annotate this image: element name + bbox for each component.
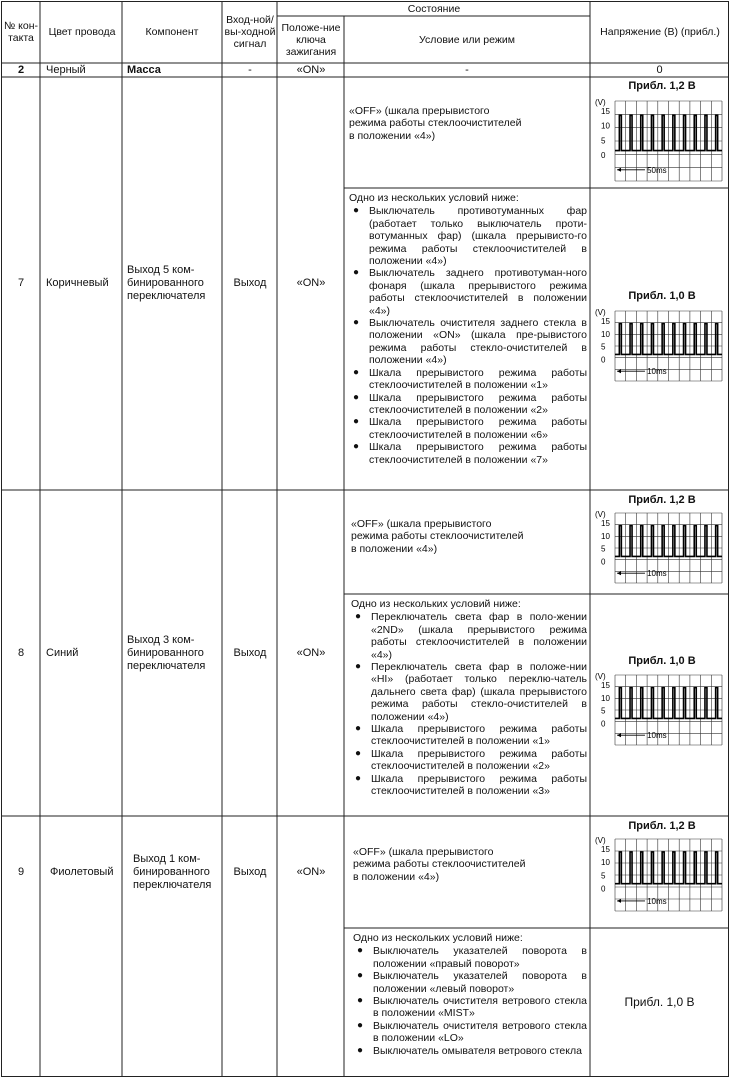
condition-lead: Одно из нескольких условий ниже:	[351, 598, 521, 610]
header-condition: Условие или режим	[419, 34, 515, 46]
osc-axis-tick: 0	[601, 557, 606, 567]
row-8-pin: 8	[17, 646, 25, 659]
row-8-condition-off: «OFF» (шкала прерывистого режима работы стеклоочистителей в положении «4»)	[351, 518, 524, 555]
condition-item: ● Шкала прерывистого режима работы стеклоочистителей в положении «1»	[349, 367, 587, 392]
row-9-ignition: «ON»	[296, 865, 326, 878]
osc-axis-tick: 15	[601, 107, 610, 116]
row-9-io-signal: Выход	[233, 865, 267, 878]
osc-axis-tick: 15	[601, 317, 610, 326]
row-9-component: Выход 1 ком-бинированного переключателя	[133, 852, 212, 891]
header-ignition-position: Положе-ние ключа зажигания	[281, 22, 341, 58]
condition-item: ● Шкала прерывистого режима работы стеклоочистителей в положении «2»	[351, 748, 587, 773]
osc-time-arrowhead	[617, 168, 621, 172]
row-7-component: Выход 5 ком-бинированного переключателя	[127, 264, 206, 302]
condition-item: ● Переключатель света фар в поло-жении «2ND» (шкала прерывистого режима работы стеклоочистителей в положении «4»)	[351, 611, 587, 661]
condition-item: ● Выключатель омывателя ветрового стекла	[353, 1045, 587, 1057]
header-state: Состояние	[407, 3, 461, 15]
row-8-voltage-on: Прибл. 1,0 В	[628, 655, 696, 667]
row-9-condition-list	[353, 932, 587, 1057]
row-7-condition-off: «OFF» (шкала прерывистого режима работы стеклоочистителей в положении «4»)	[349, 105, 522, 142]
row-9-voltage-off: Прибл. 1,2 В	[628, 820, 696, 832]
row-7-io-signal: Выход	[233, 277, 267, 289]
osc-time-label: 10ms	[647, 731, 667, 741]
row-9-voltage-on: Прибл. 1,0 В	[624, 994, 695, 1009]
oscilloscope-trace-7a	[593, 95, 726, 185]
row-2-pin: 2	[17, 63, 25, 76]
osc-axis-tick: 10	[601, 858, 610, 868]
osc-grid	[615, 839, 722, 911]
row-8-voltage-off: Прибл. 1,2 В	[628, 494, 696, 506]
condition-item: ● Выключатель противотуманных фар (работает только выключатель проти-вотуманных фар) (шкала прерывисто-го режима работы стеклоочистителей в положении «4»)	[349, 205, 587, 267]
osc-axis-tick: 10	[601, 329, 610, 339]
row-2-voltage: 0	[656, 63, 663, 76]
osc-axis-tick: 10	[601, 531, 610, 541]
osc-axis-unit: (V)	[595, 836, 606, 845]
row-2-io-signal: -	[248, 63, 252, 76]
osc-grid	[615, 513, 722, 583]
osc-axis-unit: (V)	[595, 308, 606, 317]
row-7-pin: 7	[17, 277, 25, 289]
osc-axis-tick: 10	[601, 121, 610, 131]
row-7-voltage-off: Прибл. 1,2 В	[628, 80, 696, 92]
row-2-wire-color: Черный	[46, 63, 86, 76]
row-2-condition: -	[465, 63, 469, 76]
condition-item: ● Выключатель заднего противотуман-ного фонаря (шкала прерывистого режима работы стеклоочистителей в положении «4»)	[349, 267, 587, 317]
header-voltage: Напряжение (В) (прибл.)	[600, 26, 720, 38]
osc-axis-tick: 5	[601, 342, 606, 352]
row-2-ignition: «ON»	[296, 63, 326, 76]
condition-item: ● Шкала прерывистого режима работы стеклоочистителей в положении «2»	[349, 392, 587, 417]
row-7-condition-list	[349, 192, 587, 466]
row-9-wire-color: Фиолетовый	[50, 865, 114, 878]
oscilloscope-trace-8b	[593, 669, 726, 749]
row-7-voltage-on: Прибл. 1,0 В	[628, 290, 696, 302]
row-9-condition-off: «OFF» (шкала прерывистого режима работы стеклоочистителей в положении «4»)	[353, 846, 526, 883]
condition-item: ● Шкала прерывистого режима работы стеклоочистителей в положении «1»	[351, 723, 587, 748]
header-component: Компонент	[145, 26, 199, 38]
condition-item: ● Выключатель очистителя заднего стекла в положении «ON» (шкала пре-рывистого режима работы стекло-очистителей в положении «4»)	[349, 317, 587, 367]
osc-axis-tick: 5	[601, 136, 606, 146]
osc-time-label: 10ms	[647, 896, 667, 906]
osc-axis-tick: 15	[601, 519, 610, 528]
condition-lead: Одно из нескольких условий ниже:	[349, 192, 519, 204]
condition-item: ● Шкала прерывистого режима работы стеклоочистителей в положении «6»	[349, 416, 587, 441]
row-8-component: Выход 3 ком-бинированного переключателя	[127, 633, 206, 672]
osc-grid	[615, 675, 722, 745]
osc-grid	[615, 101, 722, 181]
osc-time-label: 10ms	[647, 367, 667, 377]
oscilloscope-trace-8a	[593, 507, 726, 587]
condition-item: ● Шкала прерывистого режима работы стеклоочистителей в положении «3»	[351, 773, 587, 798]
row-8-io-signal: Выход	[233, 646, 267, 659]
condition-item: ● Выключатель очистителя ветрового стекла в положении «LO»	[353, 1020, 587, 1045]
header-wire-color: Цвет провода	[48, 26, 116, 38]
osc-time-label: 10ms	[647, 569, 667, 579]
condition-item: ● Переключатель света фар в положе-нии «HI» (работает только переклю-чатель дальнего света фар) (шкала прерывистого режима работы стекло-очистителей в положении «4»)	[351, 661, 587, 723]
osc-axis-tick: 5	[601, 706, 606, 716]
osc-axis-unit: (V)	[595, 672, 606, 681]
row-8-condition-list	[351, 598, 587, 798]
osc-axis-unit: (V)	[595, 510, 606, 519]
condition-lead: Одно из нескольких условий ниже:	[353, 932, 523, 944]
oscilloscope-trace-9a	[593, 833, 726, 915]
row-7-wire-color: Коричневый	[46, 277, 109, 289]
osc-axis-tick: 0	[601, 151, 606, 160]
condition-item: ● Выключатель указателей поворота в положении «правый поворот»	[353, 945, 587, 970]
osc-axis-tick: 5	[601, 871, 606, 881]
condition-item: ● Шкала прерывистого режима работы стеклоочистителей в положении «7»	[349, 441, 587, 466]
osc-time-arrowhead	[617, 899, 621, 903]
osc-axis-tick: 15	[601, 681, 610, 690]
header-io-signal: Вход-ной/вы-ходной сигнал	[224, 14, 276, 50]
osc-axis-unit: (V)	[595, 98, 606, 107]
osc-axis-tick: 0	[601, 719, 606, 729]
osc-time-arrowhead	[617, 571, 621, 575]
row-7-ignition: «ON»	[296, 277, 326, 289]
osc-axis-tick: 0	[601, 355, 606, 365]
row-8-ignition: «ON»	[296, 646, 326, 659]
osc-time-arrowhead	[617, 733, 621, 737]
osc-grid	[615, 311, 722, 381]
osc-axis-tick: 10	[601, 693, 610, 703]
osc-time-label: 50ms	[647, 165, 667, 175]
osc-axis-tick: 15	[601, 845, 610, 854]
header-pin: № кон-такта	[3, 20, 39, 44]
row-9-pin: 9	[17, 865, 25, 878]
oscilloscope-trace-7b	[593, 305, 726, 385]
osc-axis-tick: 0	[601, 884, 606, 894]
condition-item: ● Выключатель указателей поворота в положении «левый поворот»	[353, 970, 587, 995]
osc-time-arrowhead	[617, 369, 621, 373]
row-8-wire-color: Синий	[46, 646, 79, 659]
condition-item: ● Выключатель очистителя ветрового стекла в положении «MIST»	[353, 995, 587, 1020]
osc-axis-tick: 5	[601, 544, 606, 554]
row-2-component: Масса	[127, 63, 161, 76]
